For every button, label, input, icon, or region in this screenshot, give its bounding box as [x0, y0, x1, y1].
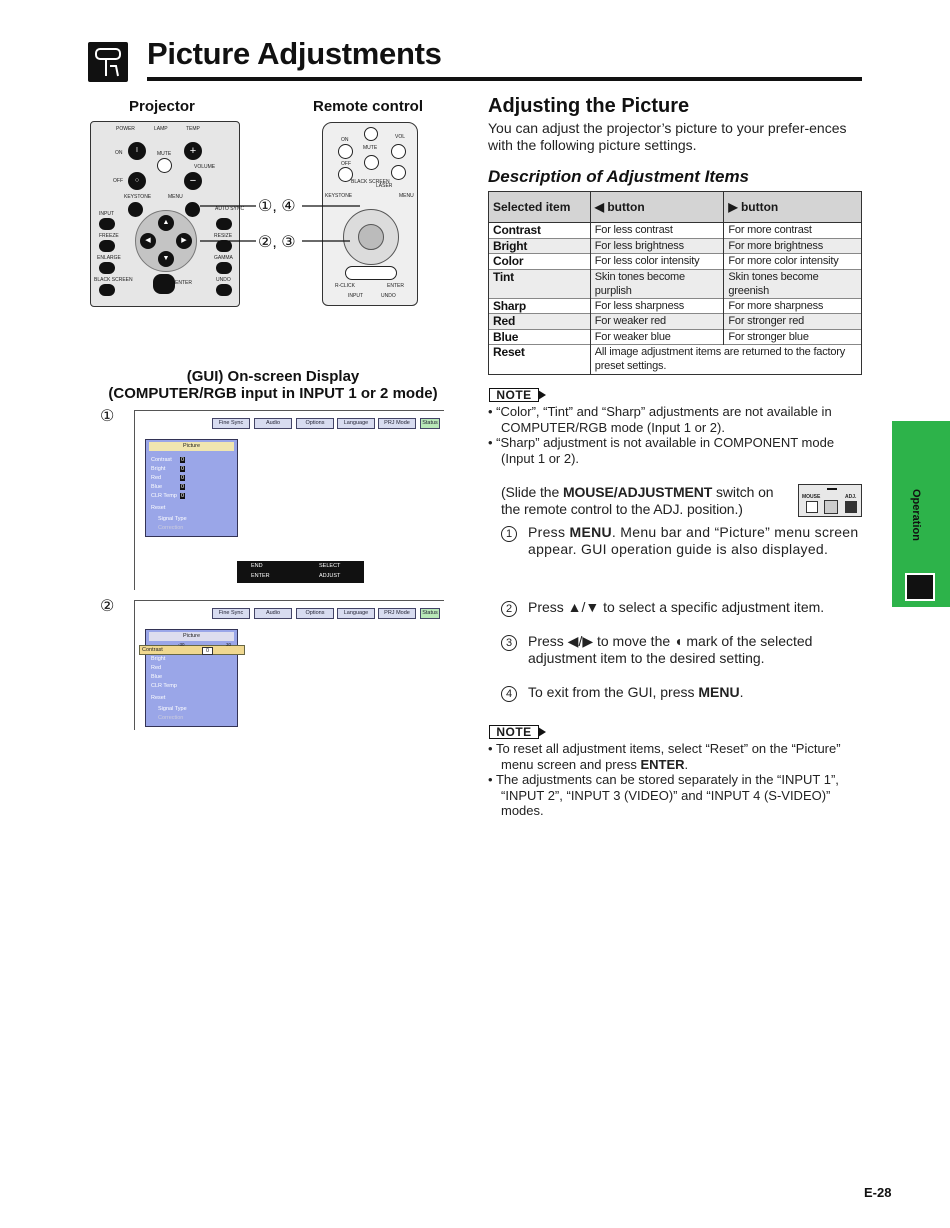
page-title: Picture Adjustments	[147, 36, 442, 71]
gui-step-1-marker: ①	[100, 408, 115, 425]
remote-mute-button[interactable]	[364, 155, 379, 170]
cell-item: Blue	[489, 329, 591, 345]
switch-slider[interactable]	[824, 500, 838, 514]
gui-tab-status[interactable]: Status	[420, 608, 440, 619]
remote-vol-down-button[interactable]	[391, 165, 406, 180]
gui-item-bright[interactable]: Bright	[151, 656, 166, 662]
cell-item: Bright	[489, 238, 591, 254]
slider-max: 30	[226, 642, 232, 647]
remote-label: R-CLICK	[335, 283, 356, 289]
guide-enter: ENTER	[251, 573, 270, 579]
power-off-button[interactable]: ○	[128, 172, 146, 190]
remote-label: VOL	[395, 134, 406, 140]
freeze-button[interactable]	[99, 240, 115, 252]
cell-item: Contrast	[489, 223, 591, 239]
remote-label: LASER	[376, 183, 393, 189]
table-row	[489, 329, 862, 345]
slider-value: 0	[202, 647, 213, 655]
gui-item-clr-temp[interactable]: CLR Temp	[151, 493, 177, 499]
remote-caption: Remote control	[313, 98, 424, 115]
note2-text: .	[684, 756, 689, 772]
gui-tab-options[interactable]: Options	[296, 608, 334, 619]
cell-left: For less color intensity	[590, 254, 724, 270]
remote-label: OFF	[341, 161, 351, 167]
gui-value: 0	[181, 475, 185, 481]
note-badge	[489, 388, 547, 402]
header-left-button: ◀ button	[590, 192, 724, 223]
projector-label: MUTE	[157, 151, 172, 157]
guide-select: SELECT	[319, 563, 341, 569]
projector-label: MENU	[168, 194, 183, 200]
remote-on-button[interactable]	[338, 144, 353, 159]
table-row	[489, 254, 862, 270]
cell-right: For more contrast	[724, 223, 862, 239]
guide-end: END	[251, 563, 263, 569]
cell-right: Skin tones become greenish	[724, 269, 862, 298]
slide-bold: MOUSE/ADJUSTMENT	[562, 484, 713, 500]
gui-step-2-marker: ②	[100, 598, 115, 615]
projector-label: VOLUME	[194, 164, 216, 170]
note2-bullet: • The adjustments can be stored separately in the “INPUT 1”, “INPUT 2”, “INPUT 3 (VIDEO)” and “INPUT 4 (S-VIDEO)” modes.	[488, 772, 839, 818]
header-selected-item: Selected item	[489, 192, 591, 223]
projector-label: UNDO	[216, 277, 231, 283]
laser-icon	[364, 127, 378, 141]
mouse-icon	[806, 501, 818, 513]
remote-click-button[interactable]	[345, 266, 397, 280]
table-row	[489, 223, 862, 239]
slide-pre: (Slide the	[501, 484, 563, 500]
gui-tab-fine-sync[interactable]: Fine Sync	[212, 418, 250, 429]
cell-item: Red	[489, 314, 591, 330]
operation-side-tab[interactable]	[892, 421, 950, 607]
table-row	[489, 314, 862, 330]
remote-label: MENU	[399, 193, 414, 199]
lock-icon	[845, 501, 857, 513]
step-4	[501, 684, 863, 701]
enlarge-button[interactable]	[99, 262, 115, 274]
cell-item: Color	[489, 254, 591, 270]
gui-value: 0	[181, 484, 185, 490]
table-row	[489, 238, 862, 254]
hand-icon	[88, 42, 128, 82]
arrow-right-icon	[827, 488, 837, 492]
step-text: Press ◀/▶ to move the ◖ mark of the selected adjustment item to the desired setting.	[528, 633, 813, 666]
projector-label: ENLARGE	[97, 255, 121, 261]
cell-right: For more color intensity	[724, 254, 862, 270]
projector-label: AUTO SYNC	[215, 206, 245, 212]
gui-tab-language[interactable]: Language	[337, 418, 375, 429]
black-screen-button[interactable]	[99, 284, 115, 296]
gui-item-reset[interactable]: Reset	[151, 695, 166, 701]
cell-right: For stronger blue	[724, 329, 862, 345]
step-number: 3	[501, 635, 517, 651]
step-text: .	[739, 684, 744, 700]
projector-label: ON	[115, 150, 123, 156]
volume-down-button[interactable]: −	[184, 172, 202, 190]
remote-label: BLACK SCREEN	[351, 179, 390, 185]
callout-2-3: ②, ③	[258, 234, 296, 251]
step-text: To exit from the GUI, press	[528, 684, 699, 700]
remote-label: KEYSTONE	[325, 193, 353, 199]
gui-tab-language[interactable]: Language	[337, 608, 375, 619]
side-tab-label: Operation	[910, 489, 922, 541]
note1-text: “Sharp” adjustment is not available in COMPONENT mode (Input 1 or 2).	[496, 435, 835, 466]
note-arrow-icon	[538, 727, 546, 737]
projector-label: GAMMA	[214, 255, 233, 261]
step-number: 4	[501, 686, 517, 702]
note1-bullet: • “Color”, “Tint” and “Sharp” adjustments are not available in COMPUTER/RGB mode (Input 1 or 2).	[488, 404, 832, 435]
power-on-button[interactable]: I	[128, 142, 146, 160]
hand-icon	[905, 573, 935, 601]
note1-text: “Color”, “Tint” and “Sharp” adjustments are not available in COMPUTER/RGB mode (Input 1 or 2).	[496, 404, 832, 435]
note-arrow-icon	[538, 390, 546, 400]
gui-item-red[interactable]: Red	[151, 665, 162, 671]
slider-min: -30	[178, 642, 185, 647]
step-2	[501, 599, 863, 616]
remote-vol-up-button[interactable]	[391, 144, 406, 159]
down-button[interactable]: ▼	[158, 251, 174, 267]
note-label: NOTE	[489, 725, 539, 739]
note2-text: The adjustments can be stored separately in the “INPUT 1”, “INPUT 2”, “INPUT 3 (VIDEO)” and “INPUT 4 (S-VIDEO)” modes.	[495, 772, 839, 818]
step-bold: MENU	[569, 524, 612, 540]
cell-left: For less sharpness	[590, 298, 724, 314]
gui-caption-line1: (GUI) On-screen Display	[186, 368, 360, 385]
cell-left: For weaker red	[590, 314, 724, 330]
cell-right: For more sharpness	[724, 298, 862, 314]
step-bold: MENU	[698, 684, 740, 700]
table-row	[489, 345, 862, 375]
cell-left: For weaker blue	[590, 329, 724, 345]
cell-left: For less brightness	[590, 238, 724, 254]
cell-left: For less contrast	[590, 223, 724, 239]
table-header-row	[489, 192, 862, 223]
gui-caption-line2: (COMPUTER/RGB input in INPUT 1 or 2 mode)	[108, 385, 438, 402]
gui-item-red[interactable]: Red	[151, 475, 162, 481]
gui-operation-guide	[237, 561, 364, 583]
gui-tab-audio[interactable]: Audio	[254, 418, 292, 429]
table-title: Description of Adjustment Items	[488, 167, 750, 186]
gui-menu-title: Picture	[149, 442, 234, 451]
projector-label: LAMP	[154, 126, 168, 132]
gui-value: 0	[181, 457, 185, 463]
undo-button[interactable]	[216, 284, 232, 296]
cell-item: Reset	[489, 345, 591, 375]
gui-tab-prj-mode[interactable]: PRJ Mode	[378, 418, 416, 429]
gui-item-blue[interactable]: Blue	[151, 674, 163, 680]
gui-item-contrast[interactable]: Contrast	[151, 457, 172, 463]
slider-label: Contrast	[142, 647, 163, 653]
guide-adjust: ADJUST	[319, 573, 341, 579]
cell-right: For stronger red	[724, 314, 862, 330]
note-badge	[489, 725, 547, 739]
gamma-button[interactable]	[216, 262, 232, 274]
gui-item-signal-type[interactable]: Signal Type	[158, 706, 187, 712]
gui-item-correction[interactable]: Correction	[158, 715, 184, 721]
intro-text: You can adjust the projector’s picture to your prefer-ences with the following picture settings.	[488, 120, 847, 153]
table-row	[489, 269, 862, 298]
gui-item-correction[interactable]: Correction	[158, 525, 184, 531]
gui-contrast-slider[interactable]	[139, 642, 245, 655]
gui-item-blue[interactable]: Blue	[151, 484, 163, 490]
slide-post: switch on the remote control to the ADJ. position.)	[501, 484, 774, 517]
projector-label: POWER	[116, 126, 135, 132]
step-text: Press ▲/▼ to select a specific adjustment item.	[528, 599, 825, 615]
page-number: E-28	[864, 1185, 892, 1200]
up-button[interactable]: ▲	[158, 215, 174, 231]
cell-item: Tint	[489, 269, 591, 298]
gui-item-bright[interactable]: Bright	[151, 466, 166, 472]
remote-label: MUTE	[363, 145, 378, 151]
right-button[interactable]: ▶	[176, 233, 192, 249]
remote-label: UNDO	[381, 293, 396, 299]
projector-label: KEYSTONE	[124, 194, 152, 200]
cell-right: For more brightness	[724, 238, 862, 254]
input-button[interactable]	[99, 218, 115, 230]
gui-menu-title: Picture	[149, 632, 234, 641]
remote-label: INPUT	[348, 293, 363, 299]
gui-tab-audio[interactable]: Audio	[254, 608, 292, 619]
remote-label: ENTER	[387, 283, 404, 289]
keystone-button[interactable]	[128, 202, 143, 217]
gui-item-clr-temp[interactable]: CLR Temp	[151, 683, 177, 689]
section-title: Adjusting the Picture	[488, 95, 690, 117]
gui-picture-menu-2	[145, 629, 238, 727]
mouse-adj-switch	[798, 484, 862, 517]
projector-label: TEMP	[186, 126, 200, 132]
direction-pad[interactable]	[135, 210, 197, 272]
left-button[interactable]: ◀	[140, 233, 156, 249]
gui-tab-status[interactable]: Status	[420, 418, 440, 429]
projector-label: INPUT	[99, 211, 114, 217]
switch-adj-label: ADJ.	[845, 494, 857, 500]
gui-item-reset[interactable]: Reset	[151, 505, 166, 511]
callout-1-4: ①, ④	[258, 198, 296, 215]
step-number: 2	[501, 601, 517, 617]
projector-label: BLACK SCREEN	[94, 277, 133, 283]
gui-value: 0	[181, 466, 185, 472]
mute-button[interactable]	[157, 158, 172, 173]
gui-picture-menu	[145, 439, 238, 537]
step-text: . Menu bar and “Picture” menu screen appear. GUI operation guide is also displayed.	[528, 524, 859, 557]
step-1	[501, 524, 863, 558]
cell-desc: All image adjustment items are returned to the factory preset settings.	[590, 345, 861, 375]
header-right-button: ▶ button	[724, 192, 862, 223]
projector-caption: Projector	[129, 98, 195, 115]
gui-tab-options[interactable]: Options	[296, 418, 334, 429]
note1-bullet: • “Sharp” adjustment is not available in COMPONENT mode (Input 1 or 2).	[488, 435, 835, 466]
step-text: Press	[528, 524, 570, 540]
remote-label: ON	[341, 137, 349, 143]
gui-value: 0	[181, 493, 185, 499]
projector-label: RESIZE	[214, 233, 233, 239]
step-number: 1	[501, 526, 517, 542]
title-rule	[147, 77, 862, 81]
gui-item-signal-type[interactable]: Signal Type	[158, 516, 187, 522]
note2-bold: ENTER	[640, 756, 685, 772]
cell-item: Sharp	[489, 298, 591, 314]
enter-button[interactable]	[153, 274, 175, 294]
projector-label: FREEZE	[99, 233, 119, 239]
step-3	[501, 633, 863, 667]
table-row	[489, 298, 862, 314]
note2-text: To reset all adjustment items, select “Reset” on the “Picture” menu screen and press	[495, 741, 841, 772]
projector-label: ENTER	[175, 280, 192, 286]
switch-mouse-label: MOUSE	[802, 494, 821, 500]
slide-instruction	[501, 484, 793, 518]
volume-up-button[interactable]: +	[184, 142, 202, 160]
note-label: NOTE	[489, 388, 539, 402]
projector-label: OFF	[113, 178, 123, 184]
adjustment-table	[488, 191, 862, 375]
gui-tab-fine-sync[interactable]: Fine Sync	[212, 608, 250, 619]
cell-left: Skin tones become purplish	[590, 269, 724, 298]
gui-tab-prj-mode[interactable]: PRJ Mode	[378, 608, 416, 619]
note2-bullet: • To reset all adjustment items, select “Reset” on the “Picture” menu screen and press ENTER.	[488, 741, 841, 772]
